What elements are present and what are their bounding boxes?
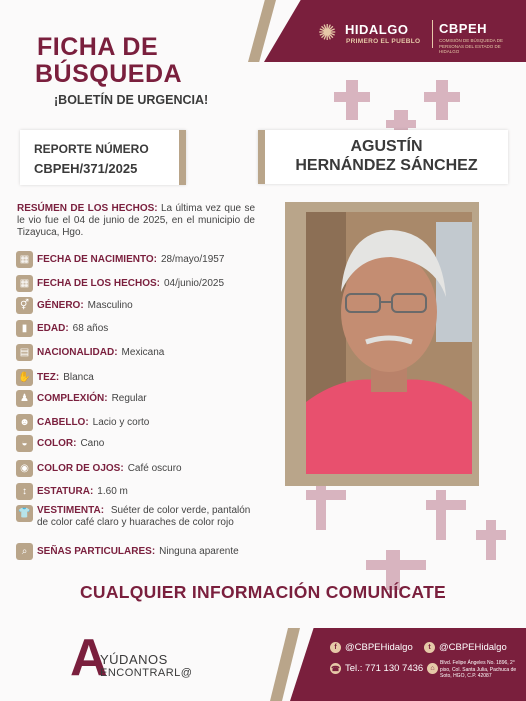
field-label: COLOR:	[37, 437, 77, 449]
field-hair-color	[16, 434, 104, 452]
field-label: ESTATURA:	[37, 485, 94, 497]
address: Blvd. Felipe Ángeles No. 1896, 2° piso, Col. Santa Julia, Pachuca de Soto, HGO, C.P. 42087	[440, 660, 517, 679]
field-value: Suéter de color verde, pantalón de color café claro y huaraches de color rojo	[37, 505, 251, 528]
field-value: Regular	[111, 392, 147, 404]
field-eye-color	[16, 459, 182, 477]
facebook-handle: @CBPEHidalgo	[345, 642, 413, 653]
field-label: VESTIMENTA:	[37, 505, 105, 516]
gender-icon: ⚥	[16, 297, 33, 314]
report-number: CBPEH/371/2025	[34, 161, 138, 176]
field-label: NACIONALIDAD:	[37, 346, 118, 358]
field-label: GÉNERO:	[37, 299, 84, 311]
campaign-line2: ENCONTRARL@	[100, 667, 193, 679]
field-height	[16, 482, 128, 500]
phone-number: Tel.: 771 130 7436	[345, 663, 424, 674]
field-gender	[16, 296, 133, 314]
logo-hidalgo: HIDALGO	[345, 22, 409, 37]
call-to-action: CUALQUIER INFORMACIÓN COMUNÍCATE	[79, 582, 447, 602]
field-label: EDAD:	[37, 322, 69, 334]
search-icon: ⌕	[16, 543, 33, 560]
skin-icon: ✋	[16, 369, 33, 386]
field-value: Masculino	[87, 299, 133, 311]
campaign-line1: YÚDANOS	[100, 652, 168, 667]
report-label: REPORTE NÚMERO	[34, 142, 149, 156]
body-icon: ♟	[16, 390, 33, 407]
field-value: Ninguna aparente	[159, 545, 239, 557]
report-box	[20, 130, 186, 185]
field-skin	[16, 368, 94, 386]
calendar-icon: ▦	[16, 275, 33, 292]
field-value: 04/junio/2025	[163, 277, 225, 289]
twitter-handle: @CBPEHidalgo	[439, 642, 507, 653]
calendar-icon: ▦	[16, 251, 33, 268]
field-nationality	[16, 343, 164, 361]
id-card-icon: ▤	[16, 344, 33, 361]
field-value: 28/mayo/1957	[161, 253, 225, 265]
phone-contact[interactable]	[330, 663, 423, 674]
page-subtitle: ¡BOLETÍN DE URGENCIA!	[54, 93, 209, 107]
field-value: Café oscuro	[127, 462, 182, 474]
phone-icon: ☎	[330, 663, 341, 674]
logo-divider	[432, 20, 433, 48]
field-label: COMPLEXIÓN:	[37, 392, 108, 404]
field-build	[16, 389, 147, 407]
field-label: FECHA DE LOS HECHOS:	[37, 277, 160, 289]
clothing-icon: 👕	[16, 505, 33, 522]
field-value: Mexicana	[121, 346, 165, 358]
field-value: Cano	[80, 437, 105, 449]
summary	[17, 203, 255, 239]
person-name-line1: AGUSTÍN	[350, 138, 423, 155]
hair-color-icon: ◒	[16, 435, 33, 452]
person-name-line2: HERNÁNDEZ SÁNCHEZ	[295, 157, 478, 174]
eye-icon: ◉	[16, 460, 33, 477]
campaign-logo-letter: A	[70, 629, 108, 687]
logo-cbpeh: CBPEH	[439, 21, 488, 36]
facebook-icon: f	[330, 642, 341, 653]
age-icon: ▮	[16, 320, 33, 337]
field-marks	[16, 542, 239, 560]
person-photo	[306, 212, 472, 474]
field-age	[16, 319, 108, 337]
twitter-icon: t	[424, 642, 435, 653]
twitter-contact[interactable]	[424, 642, 507, 653]
field-birth-date	[16, 250, 224, 268]
field-clothing	[16, 505, 256, 528]
logo-cbpeh-sub: COMISIÓN DE BÚSQUEDA DE PERSONAS DEL ESTADO DE HIDALGO	[439, 38, 504, 54]
field-value: 1.60 m	[97, 485, 128, 497]
field-clothing-text	[37, 505, 256, 528]
field-label: SEÑAS PARTICULARES:	[37, 545, 156, 557]
location-icon: ⌂	[427, 663, 438, 674]
field-value: Blanca	[63, 371, 94, 383]
person-photo-illustration	[306, 212, 472, 474]
logo-hidalgo-sub: PRIMERO EL PUEBLO	[346, 38, 421, 45]
summary-text: La última vez que se le vio fue el 04 de junio de 2025, en el municipio de Tizayuca, Hgo.	[17, 203, 255, 238]
height-icon: ↕	[16, 483, 33, 500]
field-event-date	[16, 274, 224, 292]
page-title-line2: BÚSQUEDA	[35, 60, 183, 88]
field-value: Lacio y corto	[92, 416, 150, 428]
field-label: CABELLO:	[37, 416, 89, 428]
facebook-contact[interactable]	[330, 642, 413, 653]
page-title-line1: FICHA DE	[37, 33, 159, 61]
hidalgo-logo-icon: ✺	[318, 20, 337, 45]
field-value: 68 años	[72, 322, 109, 334]
hair-icon: ☻	[16, 414, 33, 431]
field-label: FECHA DE NACIMIENTO:	[37, 253, 157, 265]
summary-label: RESÚMEN DE LOS HECHOS:	[17, 203, 158, 214]
field-hair	[16, 413, 149, 431]
field-label: COLOR DE OJOS:	[37, 462, 124, 474]
name-box	[258, 130, 508, 184]
field-label: TEZ:	[37, 371, 60, 383]
